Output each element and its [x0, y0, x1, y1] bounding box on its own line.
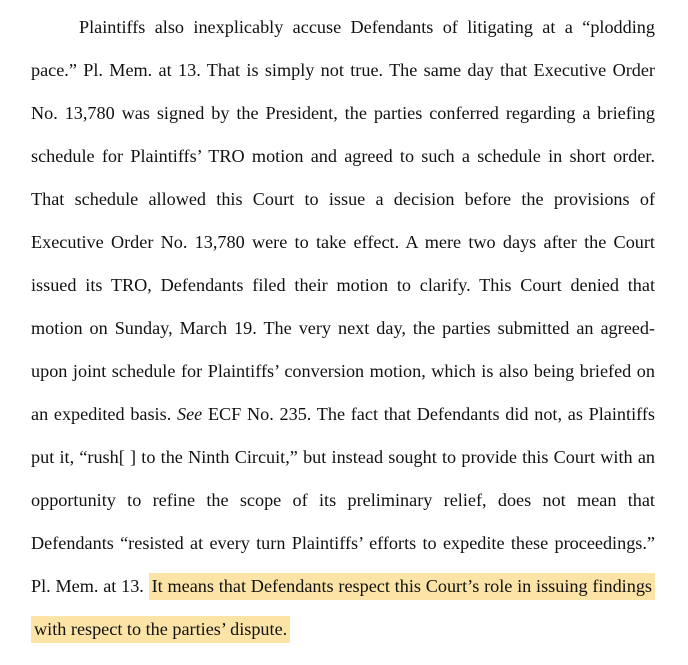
paragraph-line-12: opportunity to refine the scope of its preliminary relief, does not mean that [31, 490, 655, 510]
paragraph-line-9: upon joint schedule for Plaintiffs’ conversion motion, which is also being briefed on [31, 361, 655, 381]
paragraph-line-7: issued its TRO, Defendants filed their motion to clarify. This Court denied that [31, 275, 655, 295]
line-10-start: an expedited basis. [31, 404, 177, 424]
line-10-end: ECF No. 235. The fact that Defendants did not, as Plaintiffs [202, 404, 655, 424]
see-citation-signal: See [176, 404, 203, 424]
paragraph-line-10 [31, 399, 655, 429]
paragraph-line-1: Plaintiffs also inexplicably accuse Defendants of litigating at a “plodding [79, 17, 655, 37]
paragraph-line-13: Defendants “resisted at every turn Plaintiffs’ efforts to expedite these proceedings.” [31, 533, 655, 553]
highlighted-text-2[interactable]: with respect to the parties’ dispute. [31, 616, 290, 643]
paragraph-line-14 [31, 571, 655, 601]
highlighted-text-1[interactable]: It means that Defendants respect this Court’s role in issuing findings [149, 573, 655, 600]
paragraph-line-5: That schedule allowed this Court to issue a decision before the provisions of [31, 189, 655, 209]
paragraph-line-3: No. 13,780 was signed by the President, the parties conferred regarding a briefing [31, 103, 655, 123]
paragraph-line-15 [31, 614, 655, 644]
paragraph-line-11: put it, “rush[ ] to the Ninth Circuit,” but instead sought to provide this Court with an [31, 447, 655, 467]
paragraph-line-2: pace.” Pl. Mem. at 13. That is simply not true. The same day that Executive Order [31, 60, 655, 80]
paragraph-line-8: motion on Sunday, March 19. The very next day, the parties submitted an agreed- [31, 318, 655, 338]
paragraph-line-6: Executive Order No. 13,780 were to take effect. A mere two days after the Court [31, 232, 655, 252]
paragraph-line-4: schedule for Plaintiffs’ TRO motion and agreed to such a schedule in short order. [31, 146, 655, 166]
line-14-start: Pl. Mem. at 13. [31, 576, 149, 596]
